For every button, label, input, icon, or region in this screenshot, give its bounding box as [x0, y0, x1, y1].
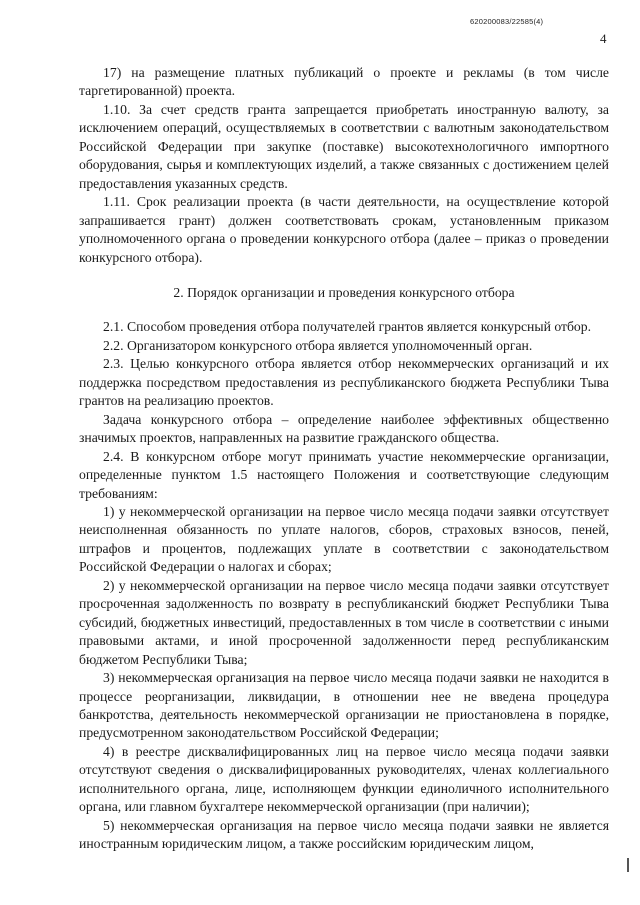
- section-heading: 2. Порядок организации и проведения конкурсного отбора: [173, 284, 515, 300]
- paragraph-2-4: 2.4. В конкурсном отборе могут принимать участие некоммерческие организации, определенные пунктом 1.5 настоящего Положения и соответствующие следующим требованиям:: [79, 448, 609, 501]
- page-number: 4: [600, 31, 607, 46]
- paragraph-1-10: 1.10. За счет средств гранта запрещается приобретать иностранную валюту, за исключением операций, осуществляемых в соответствии с валютным законодательством Российской Федерации при закупке (поставке) высокотехнологичного импортного оборудования, сырья и комплектующих изделий, а также связанных с достижением целей предоставления указанных средств.: [79, 101, 609, 191]
- requirement-2: 2) у некоммерческой организации на первое число месяца подачи заявки отсутствует просроченная задолженность по возврату в республиканский бюджет Республики Тыва субсидий, бюджетных инвестиций, предоставленных в том числе в соответствии с иными правовыми актами, и иной просроченной задолженности перед республиканским бюджетом Республики Тыва;: [79, 577, 609, 667]
- paragraph-2-1: 2.1. Способом проведения отбора получателей грантов является конкурсный отбор.: [103, 319, 592, 335]
- scan-margin-mark: [627, 858, 629, 872]
- requirement-5: 5) некоммерческая организация на первое число месяца подачи заявки не является иностранным юридическим лицом, а также российским юридическим лицом,: [79, 817, 609, 852]
- paragraph-task: Задача конкурсного отбора – определение наиболее эффективных общественно значимых проектов, направленных на развитие гражданского общества.: [79, 411, 609, 446]
- requirement-4: 4) в реестре дисквалифицированных лиц на первое число месяца подачи заявки отсутствуют сведения о дисквалифицированных руководителях, членах коллегиального исполнительного органа, лице, исполняющем функции единоличного исполнительного органа, или главном бухгалтере некоммерческой организации (при наличии);: [79, 743, 609, 815]
- requirement-1: 1) у некоммерческой организации на первое число месяца подачи заявки отсутствует неисполненная обязанность по уплате налогов, сборов, страховых взносов, пеней, штрафов и процентов, подлежащих уплате в соответствии с законодательством Российской Федерации о налогах и сборах;: [79, 503, 609, 575]
- paragraph-1-11: 1.11. Срок реализации проекта (в части деятельности, на осуществление которой запрашивается грант) должен соответствовать срокам, установленным приказом уполномоченного органа о проведении конкурсного отбора (далее – приказ о проведении конкурсного отбора).: [79, 194, 609, 265]
- requirement-3: 3) некоммерческая организация на первое число месяца подачи заявки не находится в процессе реорганизации, ликвидации, в отношении нее не введена процедура банкротства, деятельность некоммерческой организации не приостановлена в порядке, предусмотренном законодательством Российской Федерации;: [79, 670, 609, 741]
- paragraph-2-3: 2.3. Целью конкурсного отбора является отбор некоммерческих организаций и их поддержка посредством предоставления из республиканского бюджета Республики Тыва грантов на реализацию проектов.: [79, 356, 609, 409]
- paragraph-item-17: 17) на размещение платных публикаций о проекте и рекламы (в том числе таргетированной) проекта.: [79, 65, 609, 99]
- document-body: [79, 64, 609, 854]
- paragraph-2-2: 2.2. Организатором конкурсного отбора является уполномоченный орган.: [103, 337, 533, 353]
- document-id: 620200083/22585(4): [470, 17, 544, 26]
